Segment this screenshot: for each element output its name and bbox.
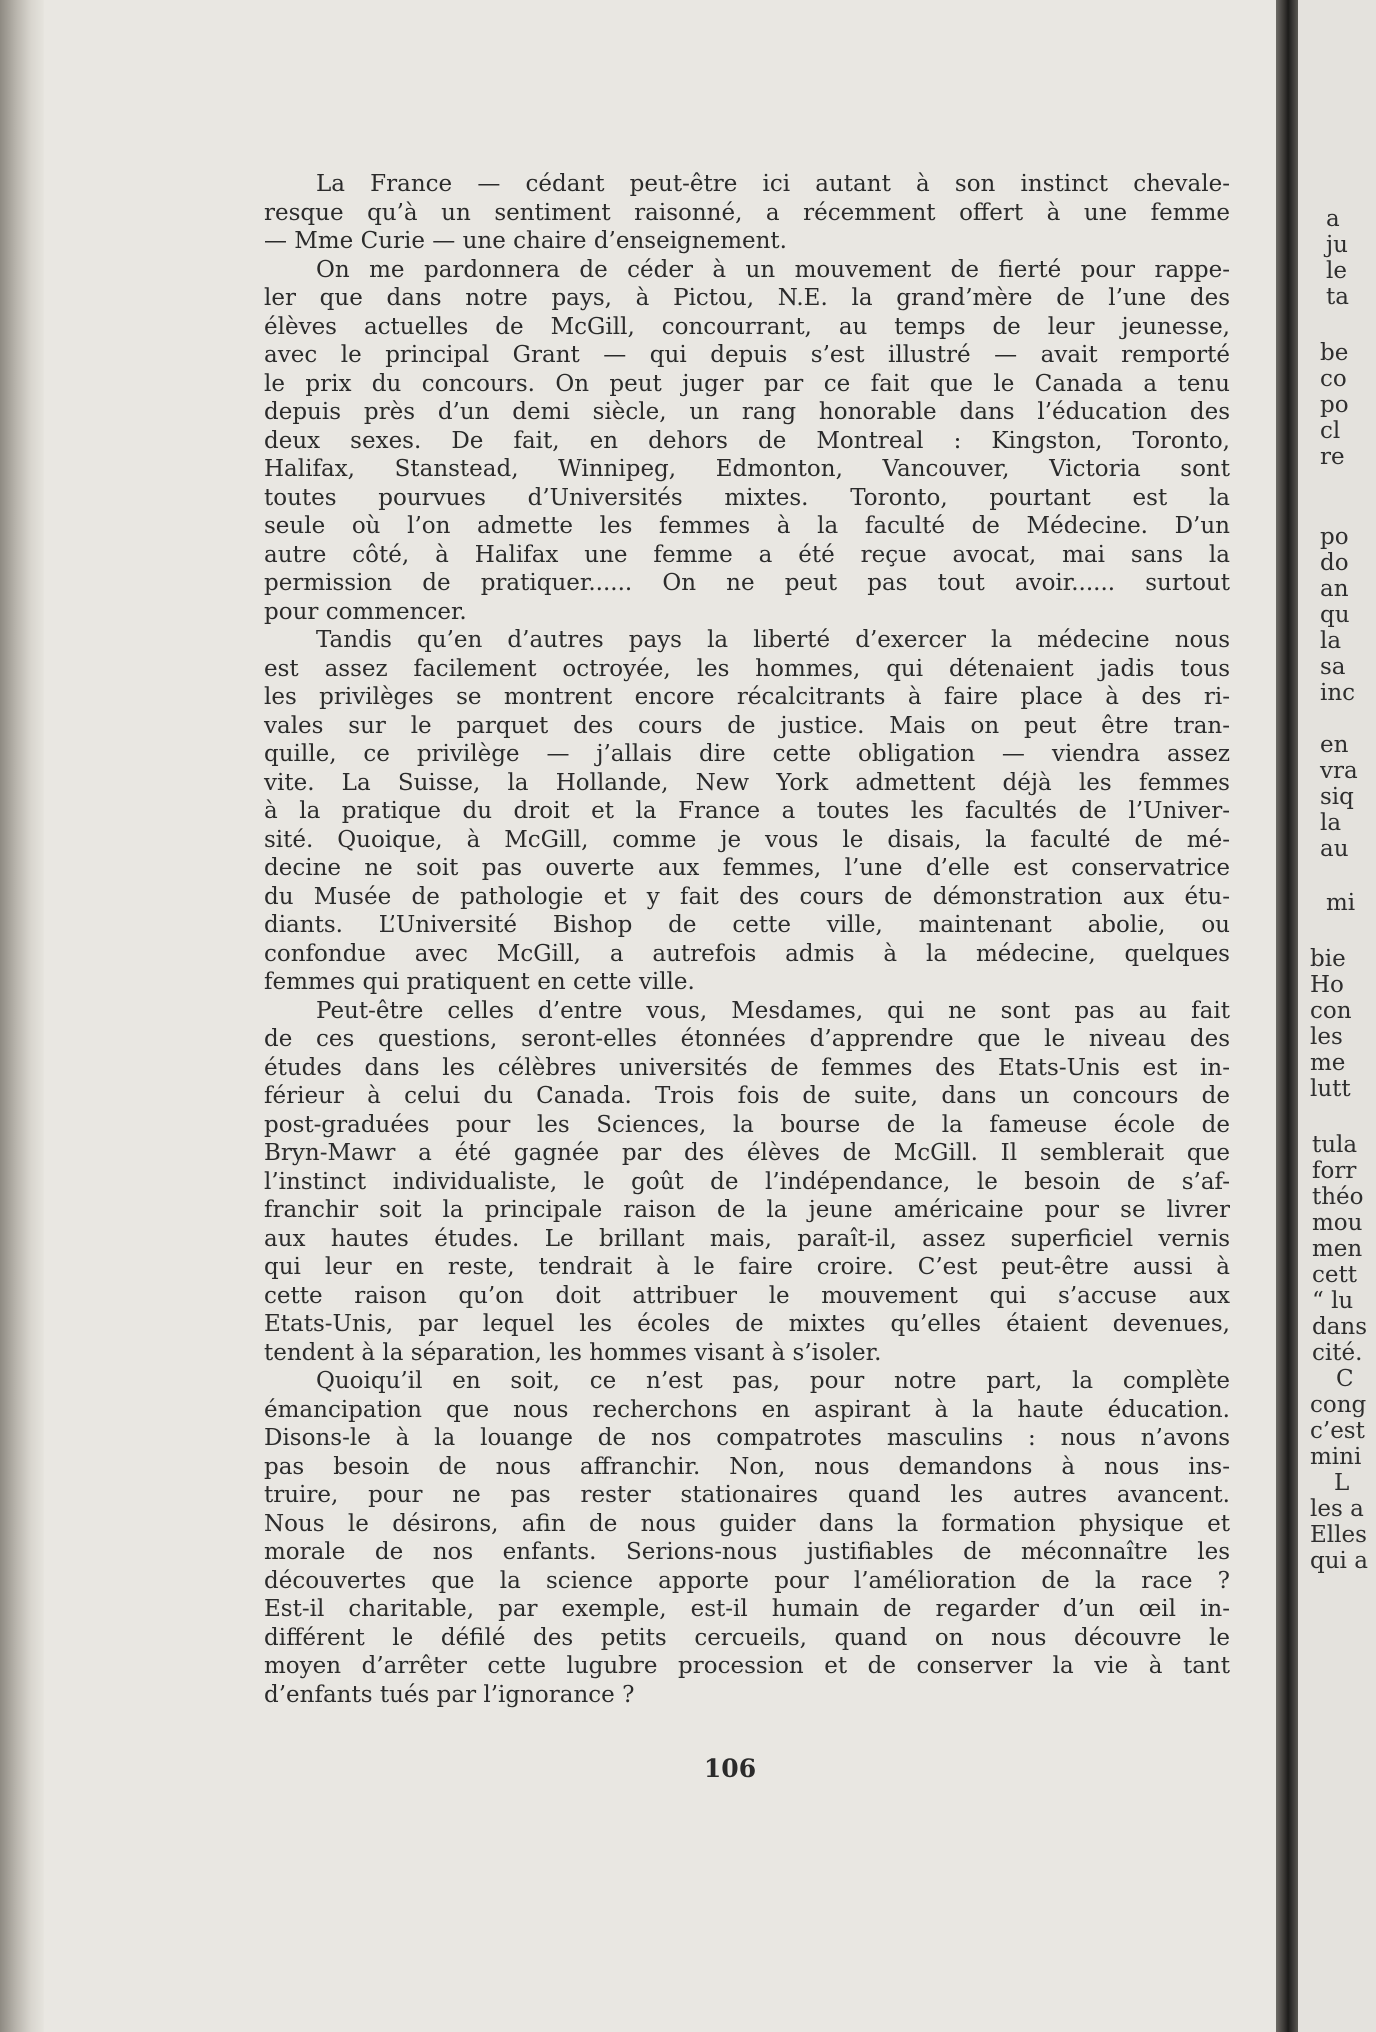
facing-page-text-fragment: men: [1312, 1236, 1363, 1262]
facing-page-text-fragment: inc: [1320, 680, 1356, 706]
text-line: autre côté, à Halifax une femme a été reçue avocat, mai sans la: [264, 541, 1230, 568]
text-line: cette raison qu’on doit attribuer le mouvement qui s’accuse aux: [264, 1282, 1230, 1309]
text-line: à la pratique du droit et la France a toutes les facultés de l’Univer-: [264, 798, 1230, 824]
text-line: confondue avec McGill, a autrefois admis à la médecine, quelques: [264, 940, 1230, 967]
text-line: moyen d’arrêter cette lugubre procession et de conserver la vie à tant: [264, 1653, 1230, 1679]
facing-page-text-fragment: forr: [1312, 1158, 1357, 1184]
text-line: découvertes que la science apporte pour l’amélioration de la race ?: [264, 1567, 1230, 1594]
text-line: avec le principal Grant — qui depuis s’est illustré — avait remporté: [264, 342, 1230, 368]
facing-page-text-fragment: bie: [1310, 946, 1346, 972]
facing-page-text-fragment: lutt: [1310, 1076, 1351, 1102]
text-line: d’enfants tués par l’ignorance ?: [264, 1681, 635, 1708]
facing-page-text-fragment: mini: [1310, 1444, 1362, 1470]
text-line: vite. La Suisse, la Hollande, New York admettent déjà les femmes: [264, 769, 1230, 796]
text-line: Disons-le à la louange de nos compatrotes masculins : nous n’avons: [264, 1425, 1230, 1451]
text-line: franchir soit la principale raison de la jeune américaine pour se livrer: [264, 1197, 1230, 1223]
text-line: qui leur en reste, tendrait à le faire croire. C’est peut-être aussi à: [264, 1254, 1230, 1280]
text-line: Est-il charitable, par exemple, est-il humain de regarder d’un œil in-: [264, 1596, 1230, 1622]
facing-page-text-fragment: “ lu: [1312, 1288, 1354, 1314]
facing-page-text-fragment: dans: [1312, 1314, 1368, 1340]
text-line: morale de nos enfants. Serions-nous justifiables de méconnaître les: [264, 1539, 1230, 1565]
text-line: vales sur le parquet des cours de justice. Mais on peut être tran-: [264, 712, 1230, 739]
facing-page-text-fragment: Elles: [1310, 1522, 1367, 1548]
text-line: est assez facilement octroyée, les hommes, qui détenaient jadis tous: [264, 655, 1230, 682]
facing-page-text-fragment: cité.: [1312, 1340, 1363, 1366]
text-line: Tandis qu’en d’autres pays la liberté d’exercer la médecine nous: [316, 627, 1230, 653]
facing-page-text-fragment: cong: [1310, 1392, 1367, 1418]
text-line: émancipation que nous recherchons en aspirant à la haute éducation.: [264, 1396, 1230, 1423]
text-line: permission de pratiquer...... On ne peut pas tout avoir...... surtout: [264, 570, 1230, 596]
facing-page-text-fragment: po: [1320, 392, 1349, 418]
text-line: decine ne soit pas ouverte aux femmes, l’une d’elle est conservatrice: [264, 855, 1230, 881]
text-line: On me pardonnera de céder à un mouvement de fierté pour rappe-: [316, 256, 1230, 283]
page-body-text: [264, 170, 1230, 1709]
book-spine: [0, 0, 44, 2032]
facing-page-text-fragment: en: [1320, 732, 1349, 758]
facing-page-text-fragment: me: [1310, 1050, 1346, 1076]
text-line: ler que dans notre pays, à Pictou, N.E. la grand’mère de l’une des: [264, 285, 1230, 311]
facing-page-text-fragment: Ho: [1310, 972, 1344, 998]
facing-page-text-fragment: ju: [1326, 232, 1348, 258]
text-line: Halifax, Stanstead, Winnipeg, Edmonton, Vancouver, Victoria sont: [264, 456, 1230, 482]
facing-page-text-fragment: siq: [1320, 784, 1354, 810]
text-line: pour commencer.: [264, 598, 467, 625]
facing-page-text-fragment: a: [1326, 206, 1340, 232]
facing-page-text-fragment: la: [1320, 810, 1342, 836]
facing-page-text-fragment: tula: [1312, 1132, 1358, 1158]
facing-page-text-fragment: au: [1320, 836, 1349, 862]
page-number: 106: [703, 1754, 757, 1783]
text-line: resque qu’à un sentiment raisonné, a récemment offert à une femme: [264, 199, 1230, 226]
text-line: truire, pour ne pas rester stationaires quand les autres avancent.: [264, 1482, 1230, 1508]
text-line: La France — cédant peut-être ici autant à son instinct chevale-: [316, 171, 1230, 197]
facing-page-text-fragment: ta: [1326, 284, 1349, 310]
text-line: — Mme Curie — une chaire d’enseignement.: [264, 228, 787, 254]
text-line: seule où l’on admette les femmes à la faculté de Médecine. D’un: [264, 513, 1230, 539]
facing-page-text-fragment: con: [1310, 998, 1352, 1024]
text-line: différent le défilé des petits cercueils, quand on nous découvre le: [264, 1624, 1230, 1651]
text-line: férieur à celui du Canada. Trois fois de suite, dans un concours de: [264, 1083, 1230, 1109]
text-line: toutes pourvues d’Universités mixtes. Toronto, pourtant est la: [264, 484, 1230, 511]
text-line: Nous le désirons, afin de nous guider dans la formation physique et: [264, 1510, 1230, 1537]
facing-page-text-fragment: mou: [1312, 1210, 1363, 1236]
text-line: études dans les célèbres universités de femmes des Etats-Unis est in-: [264, 1054, 1230, 1081]
facing-page-text-fragment: mi: [1326, 890, 1356, 916]
facing-page-text-fragment: vra: [1320, 758, 1358, 784]
text-line: de ces questions, seront-elles étonnées d’apprendre que le niveau des: [264, 1026, 1230, 1052]
facing-page-text-fragment: co: [1320, 366, 1347, 392]
text-line: l’instinct individualiste, le goût de l’indépendance, le besoin de s’af-: [264, 1168, 1230, 1195]
text-line: aux hautes études. Le brillant mais, paraît-il, assez superficiel vernis: [264, 1225, 1230, 1252]
facing-page-text-fragment: L: [1334, 1470, 1350, 1496]
facing-page-text-fragment: do: [1320, 550, 1349, 576]
facing-page-text-fragment: le: [1326, 258, 1347, 284]
facing-page-text-fragment: an: [1320, 576, 1349, 602]
book-gutter: [1276, 0, 1298, 2032]
text-line: femmes qui pratiquent en cette ville.: [264, 969, 695, 995]
facing-page-text-fragment: les: [1310, 1024, 1343, 1050]
facing-page-text-fragment: cl: [1320, 418, 1341, 444]
text-line: Etats-Unis, par lequel les écoles de mixtes qu’elles étaient devenues,: [264, 1311, 1230, 1337]
text-line: sité. Quoique, à McGill, comme je vous le disais, la faculté de mé-: [264, 826, 1230, 853]
facing-page-text-fragment: c’est: [1310, 1418, 1365, 1444]
text-line: Quoiqu’il en soit, ce n’est pas, pour notre part, la complète: [316, 1368, 1230, 1394]
text-line: quille, ce privilège — j’allais dire cette obligation — viendra assez: [264, 741, 1230, 767]
text-line: depuis près d’un demi siècle, un rang honorable dans l’éducation des: [264, 399, 1230, 425]
text-line: les privilèges se montrent encore récalcitrants à faire place à des ri-: [264, 684, 1230, 710]
text-line: deux sexes. De fait, en dehors de Montreal : Kingston, Toronto,: [264, 427, 1230, 454]
text-line: Peut-être celles d’entre vous, Mesdames, qui ne sont pas au fait: [316, 997, 1230, 1024]
facing-page-text-fragment: re: [1320, 444, 1345, 470]
text-line: tendent à la séparation, les hommes visant à s’isoler.: [264, 1339, 882, 1366]
text-line: diants. L’Université Bishop de cette ville, maintenant abolie, ou: [264, 912, 1230, 938]
facing-page-text-fragment: qu: [1320, 602, 1350, 628]
text-line: élèves actuelles de McGill, concourrant, au temps de leur jeunesse,: [264, 313, 1230, 340]
text-line: du Musée de pathologie et y fait des cours de démonstration aux étu-: [264, 883, 1230, 910]
facing-page: [1298, 0, 1376, 2032]
text-line: post-graduées pour les Sciences, la bourse de la fameuse école de: [264, 1111, 1230, 1138]
text-line: le prix du concours. On peut juger par ce fait que le Canada a tenu: [264, 370, 1230, 397]
facing-page-text-fragment: la: [1320, 628, 1342, 654]
facing-page-text-fragment: C: [1336, 1366, 1354, 1392]
text-line: pas besoin de nous affranchir. Non, nous demandons à nous ins-: [264, 1453, 1230, 1480]
facing-page-text-fragment: qui a: [1310, 1548, 1368, 1574]
facing-page-text-fragment: théo: [1312, 1184, 1364, 1210]
facing-page-text-fragment: les a: [1310, 1496, 1364, 1522]
facing-page-text-fragment: po: [1320, 524, 1349, 550]
facing-page-text-fragment: sa: [1320, 654, 1346, 680]
text-line: Bryn-Mawr a été gagnée par des élèves de McGill. Il semblerait que: [264, 1140, 1230, 1166]
facing-page-text-fragment: cett: [1312, 1262, 1357, 1288]
facing-page-text-fragment: be: [1320, 340, 1349, 366]
